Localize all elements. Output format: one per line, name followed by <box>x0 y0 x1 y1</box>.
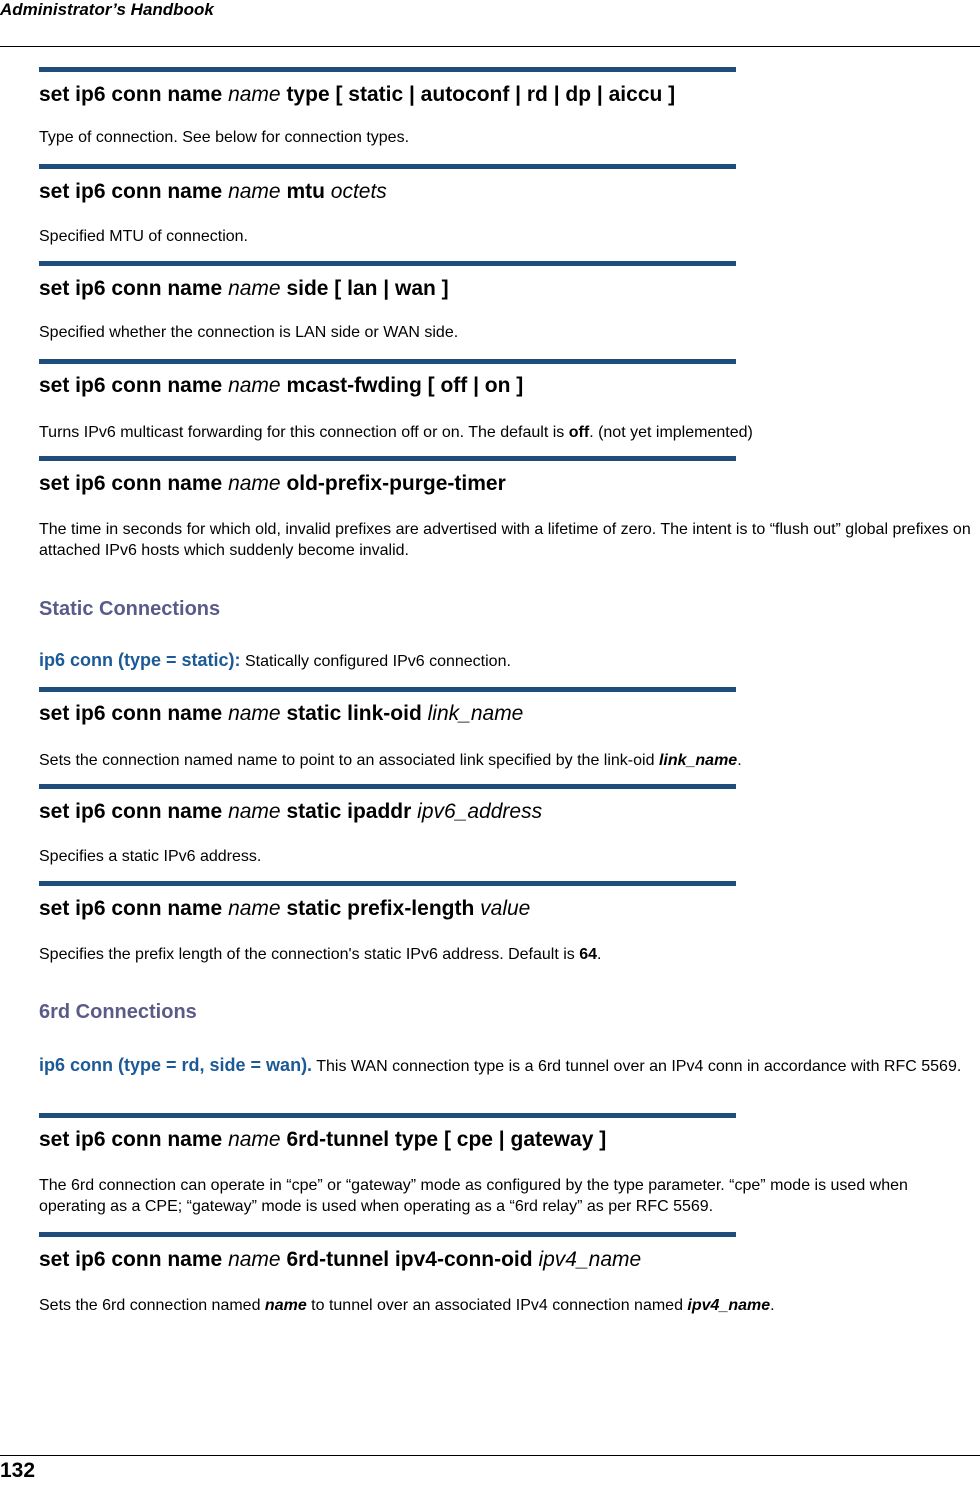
command-description: Turns IPv6 multicast forwarding for this connection off or on. The default is off. (not yet implemented) <box>39 424 753 441</box>
command-rule <box>39 456 736 461</box>
section-lead-static: ip6 conn (type = static): Statically configured IPv6 connection. <box>39 650 511 670</box>
command-description: Sets the 6rd connection named name to tunnel over an associated IPv4 connection named ipv4_name. <box>39 1297 775 1314</box>
command-syntax: set ip6 conn name name type [ static | autoconf | rd | dp | aiccu ] <box>39 83 676 106</box>
command-description: Sets the connection named name to point to an associated link specified by the link-oid link_name. <box>39 752 742 769</box>
command-syntax: set ip6 conn name name mtu octets <box>39 180 387 203</box>
command-rule <box>39 164 736 169</box>
section-heading-6rd: 6rd Connections <box>39 1001 197 1023</box>
command-syntax: set ip6 conn name name mcast-fwding [ off | on ] <box>39 374 524 397</box>
command-syntax: set ip6 conn name name old-prefix-purge-timer <box>39 472 506 495</box>
command-syntax: set ip6 conn name name static ipaddr ipv6_address <box>39 800 543 823</box>
command-rule <box>39 359 736 364</box>
command-rule <box>39 1232 736 1237</box>
command-syntax: set ip6 conn name name side [ lan | wan ] <box>39 277 449 300</box>
section-lead-6rd: ip6 conn (type = rd, side = wan). This WAN connection type is a 6rd tunnel over an IPv4 conn in accordance with RFC 5569. <box>39 1055 962 1075</box>
command-syntax: set ip6 conn name name static link-oid link_name <box>39 702 524 725</box>
command-rule <box>39 881 736 886</box>
section-heading-static: Static Connections <box>39 598 221 620</box>
footer-divider <box>0 1455 980 1456</box>
command-description: Specified whether the connection is LAN side or WAN side. <box>39 324 459 341</box>
command-rule <box>39 261 736 266</box>
running-header: Administrator’s Handbook <box>0 0 214 19</box>
command-syntax: set ip6 conn name name 6rd-tunnel ipv4-conn-oid ipv4_name <box>39 1248 642 1271</box>
command-rule <box>39 687 736 692</box>
command-rule <box>39 784 736 789</box>
command-description: The 6rd connection can operate in “cpe” or “gateway” mode as configured by the type parameter. “cpe” mode is used when operating as a CPE; “gateway” mode is used when operating as a “6rd relay” as per RFC 5569. <box>39 1177 908 1215</box>
page-number: 132 <box>0 1459 36 1482</box>
command-rule <box>39 1113 736 1118</box>
command-description: The time in seconds for which old, invalid prefixes are advertised with a lifetime of zero. The intent is to “flush out” global prefixes on attached IPv6 hosts which suddenly become invalid. <box>39 521 971 559</box>
command-syntax: set ip6 conn name name 6rd-tunnel type [ cpe | gateway ] <box>39 1128 607 1151</box>
command-description: Type of connection. See below for connection types. <box>39 129 410 146</box>
header-divider <box>0 46 980 47</box>
command-description: Specifies a static IPv6 address. <box>39 848 262 865</box>
command-syntax: set ip6 conn name name static prefix-length value <box>39 897 531 920</box>
command-rule <box>39 67 736 72</box>
command-description: Specified MTU of connection. <box>39 228 248 245</box>
command-description: Specifies the prefix length of the connection's static IPv6 address. Default is 64. <box>39 946 602 963</box>
